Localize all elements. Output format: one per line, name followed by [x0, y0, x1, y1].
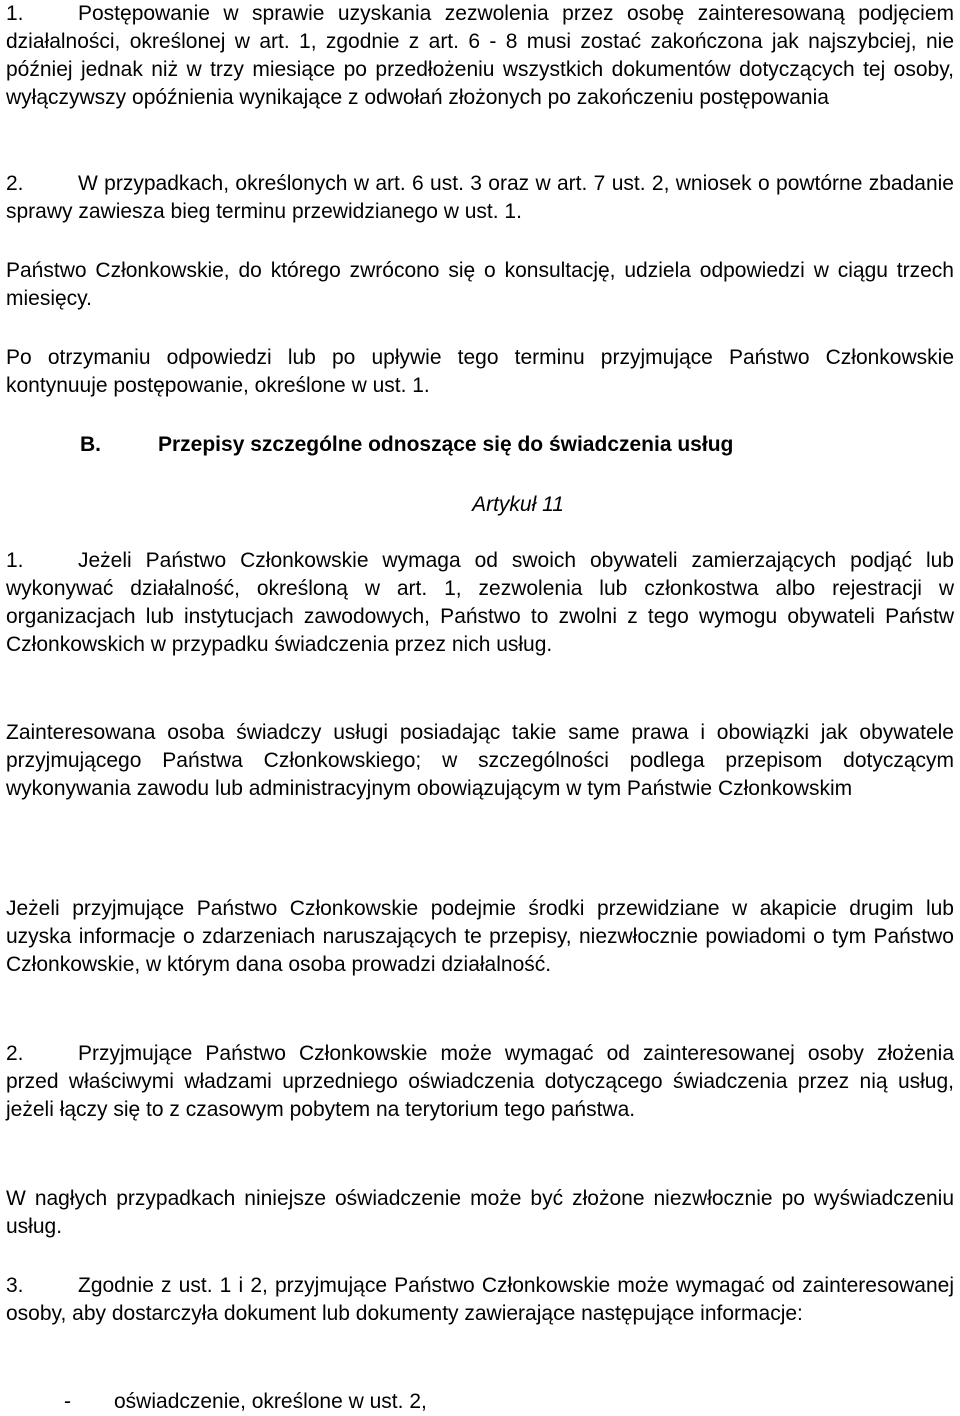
paragraph-5	[6, 547, 954, 659]
article-title: Artykuł 11	[472, 493, 564, 516]
bullet-dash: -	[64, 1390, 71, 1413]
paragraph-text: Po otrzymaniu odpowiedzi lub po upływie tego terminu przyjmujące Państwo Członkowskie kontynuuje postępowanie, określone w ust. 1.	[6, 346, 954, 397]
paragraph-1	[6, 0, 954, 112]
bullet-item	[64, 1388, 427, 1416]
paragraph-text: Przyjmujące Państwo Członkowskie może wymagać od zainteresowanej osoby złożenia przed właściwymi władzami uprzedniego oświadczenia dotyczącego świadczenia przez nią usług, jeżeli łączy się to z czasowym pobytem na terytorium tego państwa.	[6, 1042, 954, 1121]
paragraph-2	[6, 170, 954, 226]
paragraph-text: Zainteresowana osoba świadczy usługi posiadając takie same prawa i obowiązki jak obywatele przyjmującego Państwa Członkowskiego; w szczególności podlega przepisom dotyczącym wykonywania zawodu lub administracyjnym obowiązującym w tym Państwie Członkowskim	[6, 721, 954, 800]
paragraph-number: 2.	[6, 172, 24, 195]
paragraph-text: W nagłych przypadkach niniejsze oświadczenie może być złożone niezwłocznie po wyświadczeniu usług.	[6, 1187, 954, 1238]
paragraph-text: Jeżeli przyjmujące Państwo Członkowskie podejmie środki przewidziane w akapicie drugim lub uzyska informacje o zdarzeniach naruszających te przepisy, niezwłocznie powiadomi o tym Państwo Członkowskie, w którym dana osoba prowadzi działalność.	[6, 897, 954, 976]
paragraph-7	[6, 895, 954, 979]
paragraph-text: Państwo Członkowskie, do którego zwrócono się o konsultację, udziela odpowiedzi w ciągu trzech miesięcy.	[6, 259, 954, 310]
section-title: Przepisy szczególne odnoszące się do świadczenia usług	[158, 433, 734, 456]
paragraph-text: Postępowanie w sprawie uzyskania zezwolenia przez osobę zainteresowaną podjęciem działalności, określonej w art. 1, zgodnie z art. 6 - 8 musi zostać zakończona jak najszybciej, nie później jednak niż w trzy miesiące po przedłożeniu wszystkich dokumentów dotyczących tej osoby, wyłączywszy opóźnienia wynikające z odwołań złożonych po zakończeniu postępowania	[6, 2, 954, 109]
paragraph-number: 1.	[6, 2, 24, 25]
paragraph-8	[6, 1040, 954, 1124]
section-heading	[80, 431, 733, 459]
paragraph-number: 2.	[6, 1042, 24, 1065]
paragraph-3	[6, 257, 954, 313]
paragraph-text: Zgodnie z ust. 1 i 2, przyjmujące Państwo Członkowskie może wymagać od zainteresowanej osoby, aby dostarczyła dokument lub dokumenty zawierające następujące informacje:	[6, 1274, 954, 1325]
paragraph-4	[6, 344, 954, 400]
paragraph-9	[6, 1185, 954, 1241]
paragraph-10	[6, 1272, 954, 1328]
paragraph-number: 1.	[6, 549, 24, 572]
section-letter: B.	[80, 433, 101, 456]
paragraph-number: 3.	[6, 1274, 24, 1297]
paragraph-text: Jeżeli Państwo Członkowskie wymaga od swoich obywateli zamierzających podjąć lub wykonywać działalność, określoną w art. 1, zezwolenia lub członkostwa albo rejestracji w organizacjach lub instytucjach zawodowych, Państwo to zwolni z tego wymogu obywateli Państw Członkowskich w przypadku świadczenia przez nich usług.	[6, 549, 954, 656]
paragraph-6	[6, 719, 954, 803]
bullet-text: oświadczenie, określone w ust. 2,	[114, 1390, 427, 1413]
paragraph-text: W przypadkach, określonych w art. 6 ust. 3 oraz w art. 7 ust. 2, wniosek o powtórne zbadanie sprawy zawiesza bieg terminu przewidzianego w ust. 1.	[6, 172, 954, 223]
